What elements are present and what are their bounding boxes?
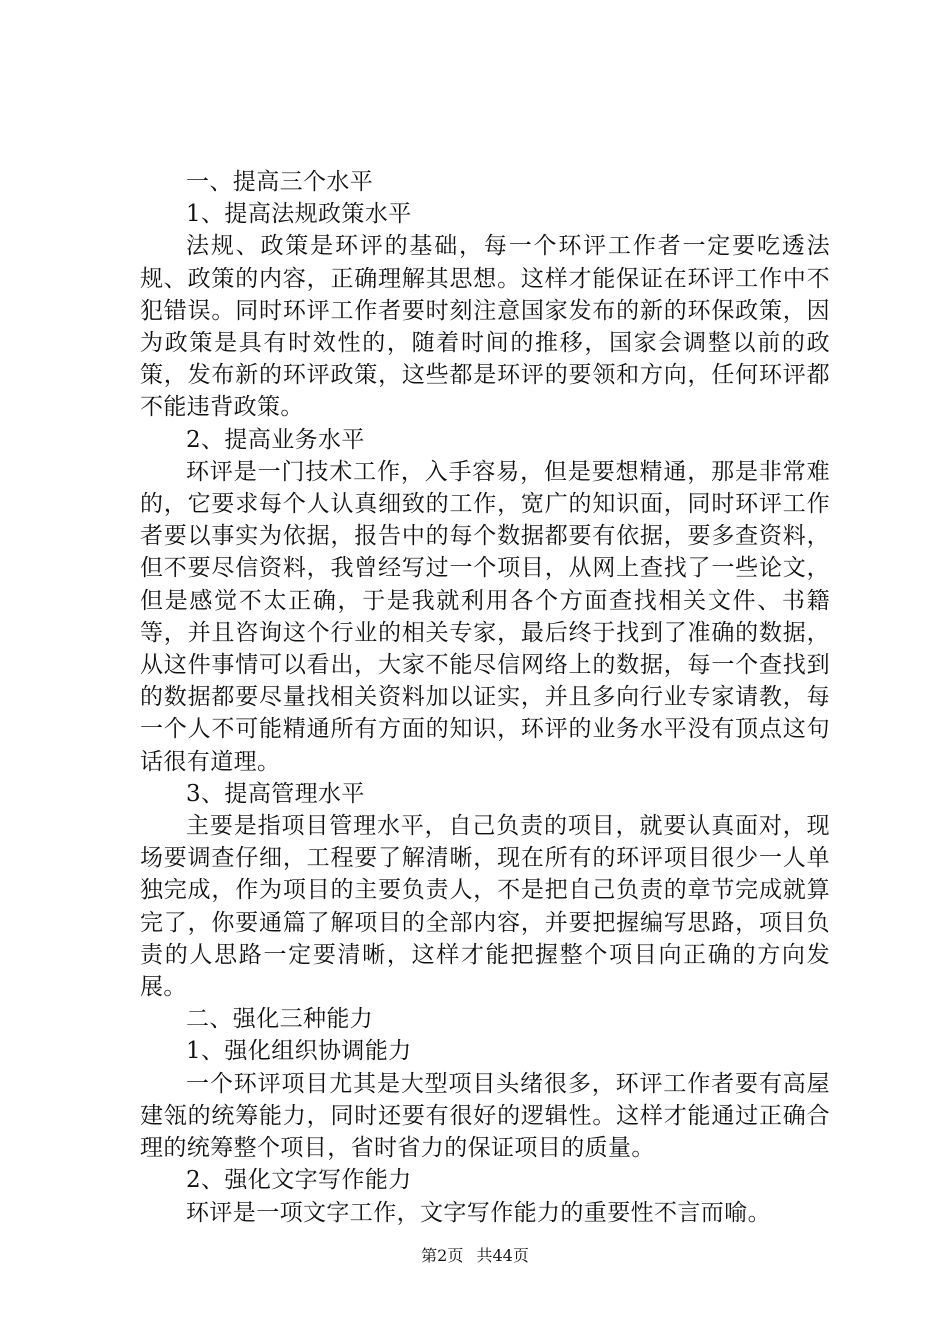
body-paragraph: 环评是一门技术工作，入手容易，但是要想精通，那是非常难的，它要求每个人认真细致的工作，宽广的知识面，同时环评工作者要以事实为依据，报告中的每个数据都要有依据，要多查资料，但不要尽信资料，我曾经写过一个项目，从网上查找了一些论文，但是感觉不太正确，于是我就利用各个方面查找相关文件、书籍等，并且咨询这个行业的相关专家，最后终于找到了准确的数据，从这件事情可以看出，大家不能尽信网络上的数据，每一个查找到的数据都要尽量找相关资料加以证实，并且多向行业专家请教，每一个人不可能精通所有方面的知识，环评的业务水平没有顶点这句话很有道理。 [140, 458, 830, 775]
page-footer [0, 1243, 950, 1266]
body-paragraph: 法规、政策是环评的基础，每一个环评工作者一定要吃透法规、政策的内容，正确理解其思想。这样才能保证在环评工作中不犯错误。同时环评工作者要时刻注意国家发布的新的环保政策，因为政策是具有时效性的，随着时间的推移，国家会调整以前的政策，发布新的环评政策，这些都是环评的要领和方向，任何环评都不能违背政策。 [140, 233, 830, 421]
page-number: 第2页 [421, 1246, 464, 1265]
body-paragraph: 一个环评项目尤其是大型项目头绪很多，环评工作者要有高屋建瓴的统筹能力，同时还要有很好的逻辑性。这样才能通过正确合理的统筹整个项目，省时省力的保证项目的质量。 [140, 1070, 830, 1162]
body-paragraph: 环评是一项文字工作，文字写作能力的重要性不言而喻。 [186, 1199, 771, 1226]
subsection-heading: 2、提高业务水平 [186, 426, 365, 453]
section-heading: 一、提高三个水平 [186, 169, 374, 195]
page-total: 共44页 [476, 1246, 529, 1265]
subsection-heading: 1、强化组织协调能力 [186, 1038, 412, 1065]
subsection-heading: 3、提高管理水平 [186, 780, 365, 807]
subsection-heading: 1、提高法规政策水平 [186, 201, 412, 228]
document-body [140, 166, 830, 1229]
subsection-heading: 2、强化文字写作能力 [186, 1167, 412, 1194]
section-heading: 二、强化三种能力 [186, 1006, 374, 1033]
body-paragraph: 主要是指项目管理水平，自己负责的项目，就要认真面对，现场要调查仔细，工程要了解清晰，现在所有的环评项目很少一人单独完成，作为项目的主要负责人，不是把自己负责的章节完成就算完了，你要通篇了解项目的全部内容，并要把握编写思路，项目负责的人思路一定要清晰，这样才能把握整个项目向正确的方向发展。 [140, 813, 830, 1001]
